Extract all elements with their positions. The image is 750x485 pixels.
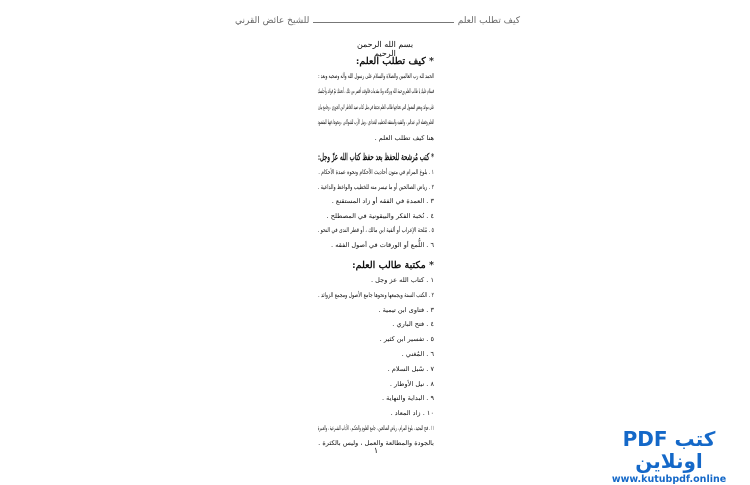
watermark-url: www.kutubpdf.online xyxy=(611,474,727,485)
list-item-continuation: بالجودة والمطالعة والعمل ، وليس بالكثرة . xyxy=(318,438,434,447)
intro-paragraph xyxy=(318,69,434,146)
list-item: ٦ . المُغني . xyxy=(401,349,434,358)
list-item: ١ . بلوغ المرام في متون أحاديث الأحكام ونحوه عمدة الأحكام . xyxy=(318,168,434,176)
section-heading-books-to-memorize: * كتب مُرشحة للحفظ بعد حفظ كتاب الله عزّ وجل: xyxy=(317,152,434,163)
student-library-list xyxy=(318,273,434,451)
list-item: ٩ . البداية والنهاية . xyxy=(381,394,434,403)
paragraph-line: على موائد وبعض الفصول التي تحتاجها طالب العلم تجدها في مثل كتاب صيد الخاطر لابن الجوزي ، وجامع بيان xyxy=(318,102,434,111)
header-author: للشيخ عائض القرني xyxy=(235,16,310,26)
paragraph-line: العلم وفضله لابن عبدالبر ، والفقيه والمتفقه للخطيب البغدادي ، ونيل الأرب للشوكاني ، ونحوها ،فهنا المقصود xyxy=(317,118,434,127)
list-item: ٥ . مُلحة الإعراب أو ألفية ابن مالك ، أو قطر الندى في النحو . xyxy=(317,226,434,235)
list-item: ٨ . نيل الأوطار . xyxy=(389,379,434,388)
list-item: ٢ . رياض الصالحين أو ما تيسر منه للخطيب والواعظ والداعية . xyxy=(317,182,434,191)
header-title: كيف تطلب العلم xyxy=(457,16,520,26)
paragraph-line: هنا كيف تطلب العلم . xyxy=(374,133,434,142)
paragraph-line: فسلام عليك يا طالب العلم ورحمة الله وبركاته وبلا مقدمات فالوقت أقصر من ذلك ، أتحفك ثمّ فوائد وأجلسك xyxy=(317,87,434,96)
list-item: ١ . كتاب الله عز وجل . xyxy=(370,276,434,284)
paragraph-line: الحمد لله رب العالمين والصلاة والسلام على رسول الله وآله وصحبه وبعد : xyxy=(318,72,434,80)
site-watermark xyxy=(594,428,744,485)
list-item: ١١ . فتح المجيد ، بلوغ المرام ، رياض الصالحين ، جامع العلوم والحكـم ، الآداب الشـرعية ، والعـبرة xyxy=(317,423,434,432)
list-item: ٧ . سُبل السلام . xyxy=(387,364,434,373)
list-item: ٢ . الكتب الستة ويجمعها ونحوها جامع الأصول ومجمع الزوائد . xyxy=(318,290,434,299)
list-item: ٥ . تفسير ابن كثير . xyxy=(379,335,434,344)
list-item: ٤ . فتح الباري . xyxy=(392,320,434,329)
list-item: ٣ . العمدة في الفقه أو زاد المستقنع . xyxy=(331,197,434,206)
list-item: ٦ . اللُّمع أو الورقات في أصول الفقه . xyxy=(331,240,434,249)
section-heading-how-to-seek-knowledge: * كيف تطلب العلم: xyxy=(355,56,434,67)
watermark-title: كتب PDF اونلاين xyxy=(622,427,716,473)
basmala: بسم الله الرحمن الرحيم xyxy=(356,40,414,58)
books-to-memorize-list xyxy=(318,165,434,253)
list-item: ١٠ . زاد المعاد . xyxy=(390,409,434,418)
list-item: ٤ . نُخبة الفكر والبيقونية في المصطلح . xyxy=(326,211,434,220)
list-item: ٣ . فتاوى ابن تيمية . xyxy=(378,305,434,314)
page-number: ١ xyxy=(373,446,379,455)
running-header xyxy=(235,12,520,26)
header-rule xyxy=(313,22,453,23)
section-heading-student-library: * مكتبة طالب العلم: xyxy=(352,260,434,271)
